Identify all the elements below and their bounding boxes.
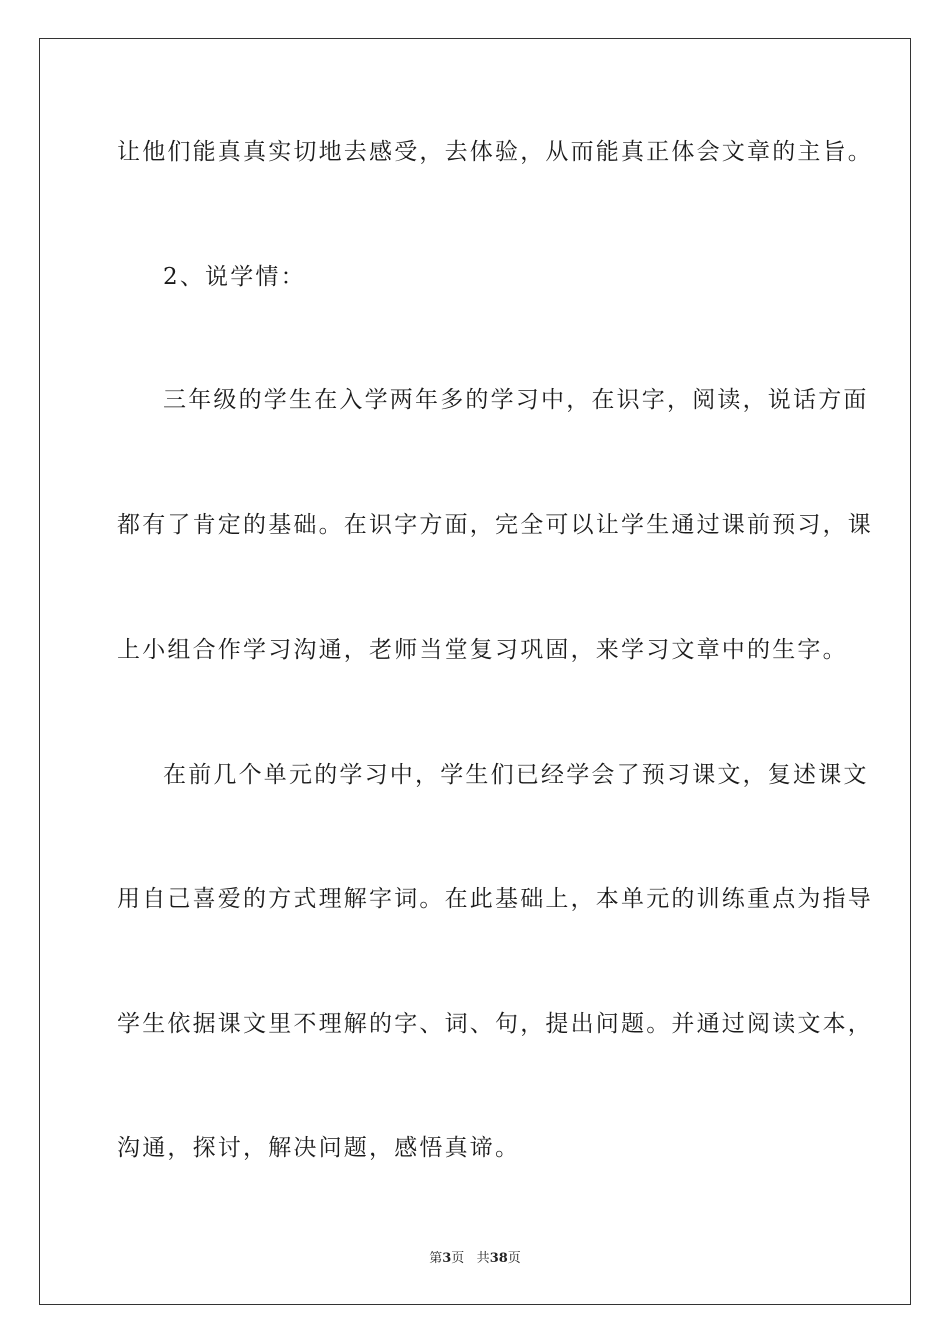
page-border [39,38,911,1305]
page-prefix: 第 [429,1251,443,1266]
section-heading: 2、说学情： [163,264,306,290]
page-suffix: 页 [451,1251,465,1266]
total-prefix: 共 [476,1251,490,1266]
paragraph-line: 沟通，探讨，解决问题，感悟真谛。 [117,1135,521,1161]
paragraph-line: 用自己喜爱的方式理解字词。在此基础上，本单元的训练重点为指导 [117,886,873,912]
total-pages: 38 [489,1251,508,1266]
page-number: 3 [442,1251,452,1266]
paragraph-line: 在前几个单元的学习中，学生们已经学会了预习课文，复述课文 [163,762,869,788]
page-footer [0,1247,950,1266]
paragraph-line: 三年级的学生在入学两年多的学习中，在识字，阅读，说话方面 [163,387,869,413]
total-suffix: 页 [507,1251,521,1266]
paragraph-line: 学生依据课文里不理解的字、词、句，提出问题。并通过阅读文本， [117,1011,873,1037]
paragraph-line: 让他们能真真实切地去感受，去体验，从而能真正体会文章的主旨。 [117,139,873,165]
paragraph-line: 都有了肯定的基础。在识字方面，完全可以让学生通过课前预习，课 [117,512,873,538]
paragraph-line: 上小组合作学习沟通，老师当堂复习巩固，来学习文章中的生字。 [117,637,848,663]
